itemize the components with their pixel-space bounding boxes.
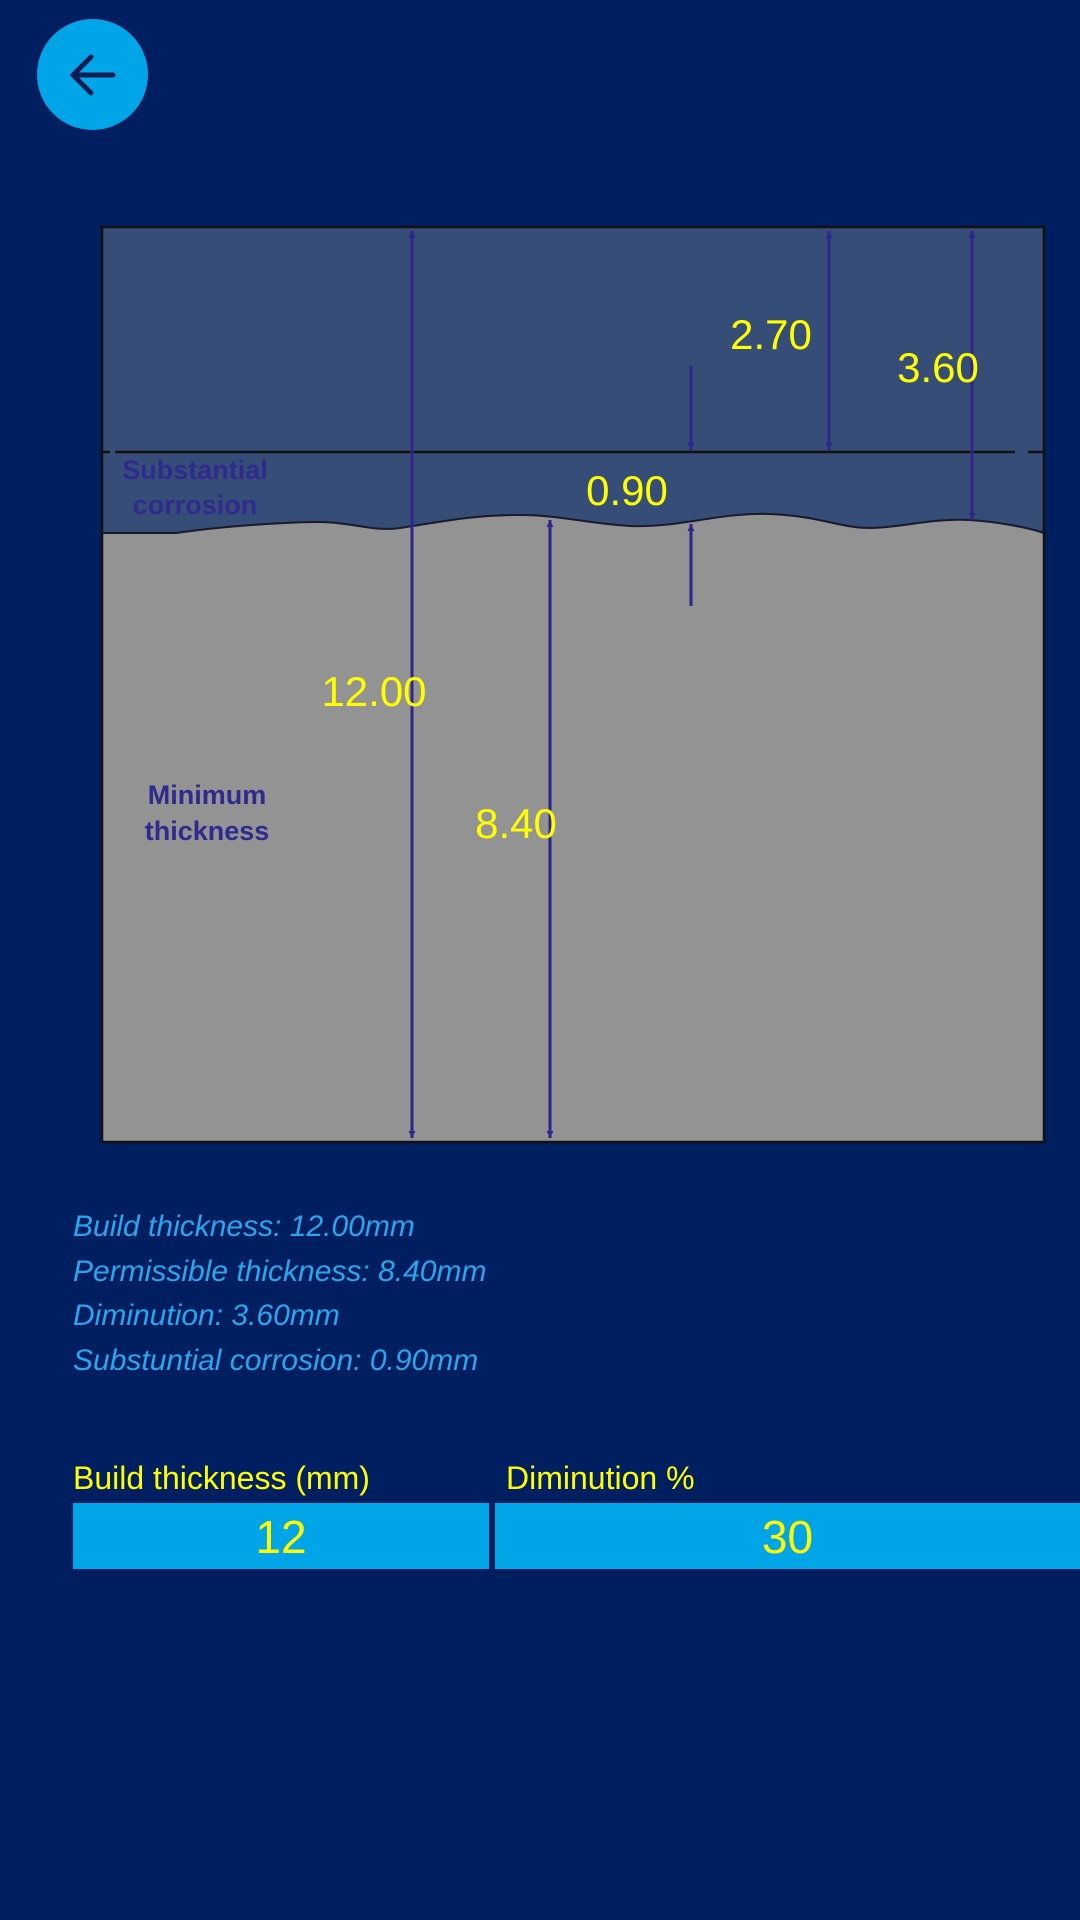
value-substantial-corrosion: 0.90 (586, 467, 668, 514)
build-thickness-input[interactable]: 12 (73, 1503, 489, 1569)
info-substantial-corrosion: Substuntial corrosion: 0.90mm (73, 1343, 479, 1377)
label-minimum-thickness-line1: Minimum (147, 780, 267, 810)
info-diminution: Diminution: 3.60mm (73, 1299, 340, 1332)
label-minimum-thickness-line2: thickness (144, 816, 270, 846)
value-permissible-thickness: 8.40 (475, 800, 557, 847)
label-substantial-corrosion-line1: Substantial (122, 455, 268, 485)
diminution-input[interactable]: 30 (495, 1503, 1080, 1569)
info-build-thickness: Build thickness: 12.00mm (73, 1210, 415, 1243)
value-build-thickness: 12.00 (321, 668, 427, 715)
results-info (73, 1205, 486, 1383)
label-substantial-corrosion-line2: corrosion (132, 490, 258, 520)
value-allowance: 2.70 (730, 311, 812, 358)
diminution-label: Diminution % (506, 1460, 695, 1496)
value-diminution: 3.60 (897, 344, 979, 391)
info-permissible-thickness: Permissible thickness: 8.40mm (73, 1254, 487, 1288)
build-thickness-label: Build thickness (mm) (73, 1460, 370, 1496)
